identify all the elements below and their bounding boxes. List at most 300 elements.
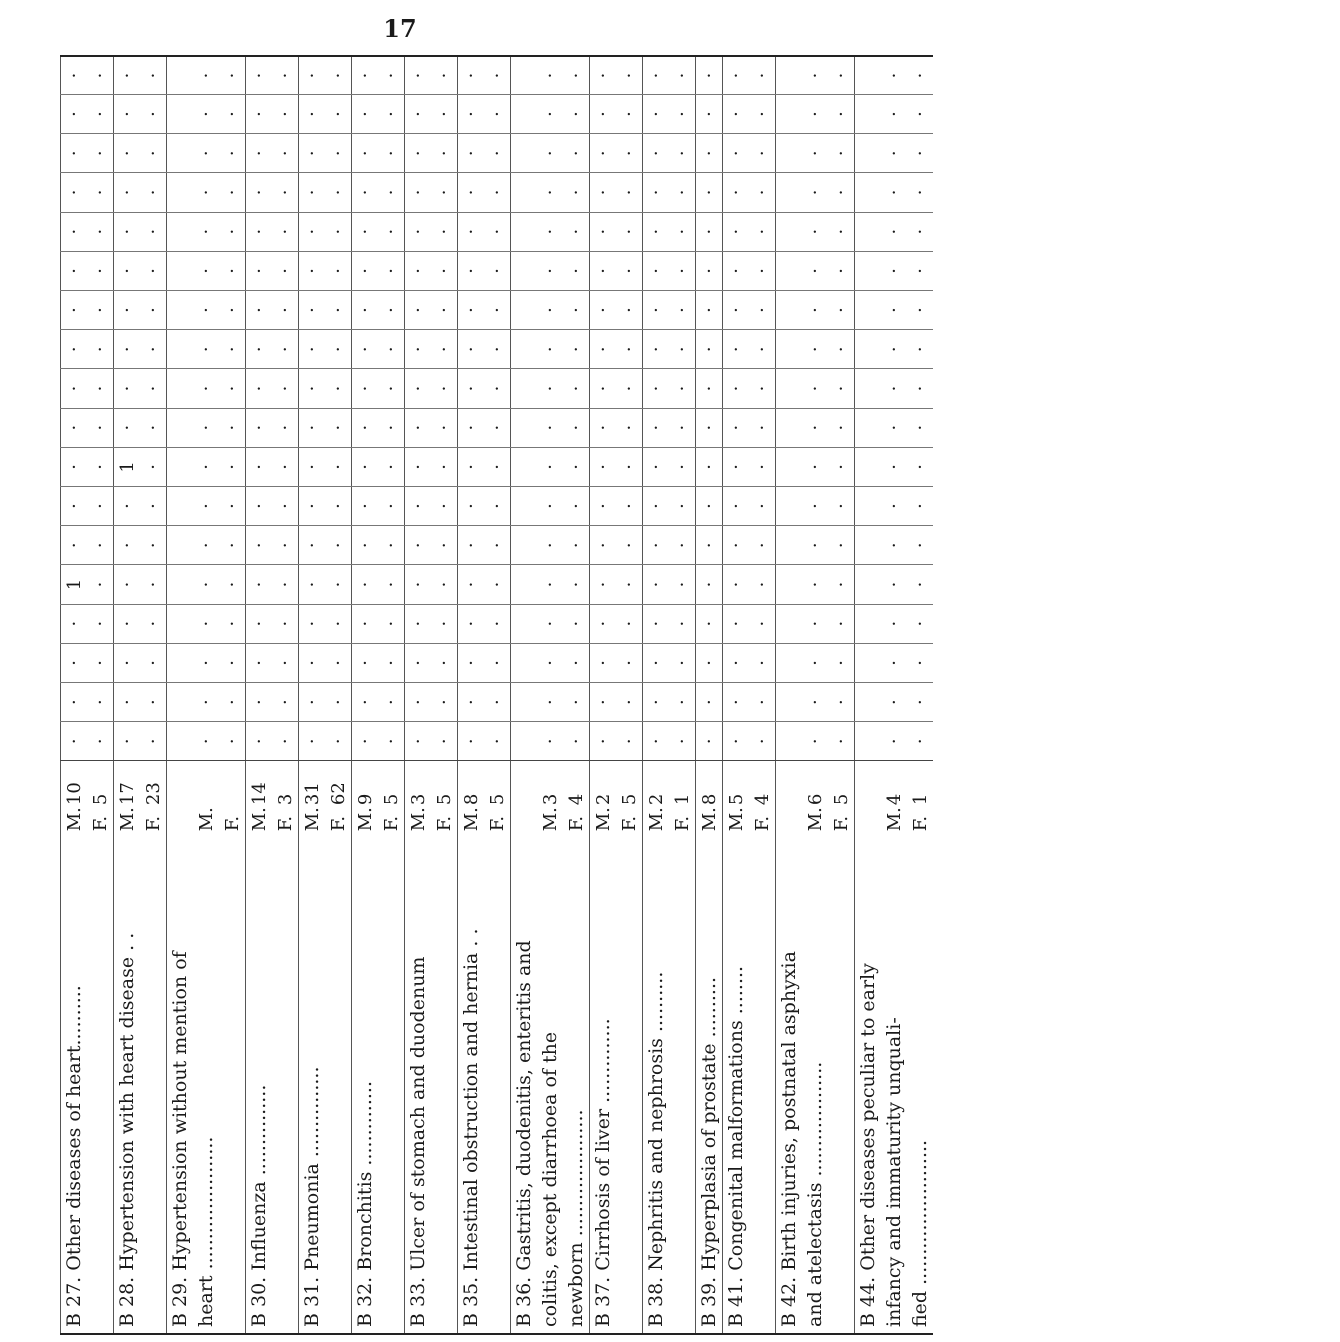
sex-label: M.: [804, 807, 826, 832]
value-cell: ·: [696, 604, 723, 643]
value-cell: [776, 604, 803, 643]
value-cell: ·: [590, 722, 617, 761]
value-cell: ·: [272, 682, 299, 721]
value-cell: [511, 526, 538, 565]
value-cell: ·: [61, 94, 88, 133]
value-cell: ·: [616, 682, 643, 721]
value-cell: [855, 94, 882, 133]
value-cell: ·: [828, 408, 855, 447]
value-cell: ·: [643, 408, 670, 447]
value-cell: ·: [352, 408, 379, 447]
value-cell: ·: [378, 643, 405, 682]
sex-label: F.: [221, 815, 243, 832]
value-cell: ·: [352, 134, 379, 173]
table-row: [299, 56, 326, 1334]
table-row: [616, 56, 643, 1334]
table-row: [537, 56, 563, 1334]
value-cell: ·: [616, 56, 643, 94]
value-cell: ·: [140, 604, 167, 643]
value-cell: ·: [61, 134, 88, 173]
total-cell: 62: [325, 761, 352, 805]
value-cell: ·: [563, 604, 590, 643]
value-cell: ·: [378, 369, 405, 408]
value-cell: ·: [378, 526, 405, 565]
table-row: [802, 56, 828, 1334]
value-cell: ·: [563, 682, 590, 721]
total-cell: 1: [907, 761, 933, 805]
value-cell: ·: [272, 604, 299, 643]
value-cell: ·: [193, 604, 219, 643]
sex-label: F.: [565, 815, 587, 832]
value-cell: ·: [219, 330, 246, 369]
value-cell: [167, 682, 194, 721]
sex-label: F.: [274, 815, 296, 832]
value-cell: ·: [246, 565, 273, 604]
sex-label: F.: [327, 815, 349, 832]
value-cell: ·: [87, 212, 114, 251]
value-cell: ·: [246, 290, 273, 329]
value-cell: ·: [352, 526, 379, 565]
value-cell: ·: [431, 408, 458, 447]
value-cell: ·: [643, 604, 670, 643]
value-cell: ·: [484, 290, 511, 329]
value-cell: ·: [325, 526, 352, 565]
value-cell: ·: [193, 212, 219, 251]
value-cell: ·: [907, 134, 933, 173]
value-cell: ·: [114, 643, 141, 682]
value-cell: ·: [590, 447, 617, 486]
value-cell: ·: [537, 173, 563, 212]
value-cell: ·: [325, 565, 352, 604]
value-cell: ·: [616, 486, 643, 525]
value-cell: ·: [881, 369, 907, 408]
value-cell: [776, 212, 803, 251]
value-cell: ·: [881, 722, 907, 761]
sex-label: M.: [114, 805, 141, 831]
total-cell: 2: [590, 761, 617, 805]
table-row: [643, 56, 670, 1334]
value-cell: ·: [723, 486, 750, 525]
table-row: [590, 56, 617, 1334]
table-row: [881, 56, 907, 1334]
value-cell: ·: [669, 486, 696, 525]
value-cell: ·: [696, 682, 723, 721]
table-row: [140, 56, 167, 1334]
value-cell: [855, 643, 882, 682]
value-cell: ·: [458, 369, 485, 408]
sex-label: [855, 805, 882, 831]
value-cell: ·: [61, 486, 88, 525]
sex-label: M.: [643, 805, 670, 831]
value-cell: ·: [590, 173, 617, 212]
value-cell: ·: [140, 526, 167, 565]
value-cell: ·: [696, 526, 723, 565]
value-cell: [776, 330, 803, 369]
value-cell: [776, 722, 803, 761]
value-cell: ·: [61, 643, 88, 682]
value-cell: ·: [563, 290, 590, 329]
value-cell: ·: [907, 565, 933, 604]
sex-label: M.: [458, 805, 485, 831]
table-row: [669, 56, 696, 1334]
value-cell: ·: [246, 447, 273, 486]
value-cell: [511, 682, 538, 721]
mortality-table: [60, 55, 933, 1335]
value-cell: ·: [616, 330, 643, 369]
value-cell: ·: [484, 369, 511, 408]
value-cell: ·: [219, 290, 246, 329]
value-cell: ·: [405, 212, 432, 251]
value-cell: [511, 212, 538, 251]
table-row: [272, 56, 299, 1334]
value-cell: ·: [590, 565, 617, 604]
cause-label: B 36. Gastritis, duodenitis, enteritis and: [511, 831, 538, 1334]
value-cell: [776, 486, 803, 525]
value-cell: ·: [405, 290, 432, 329]
value-cell: ·: [563, 447, 590, 486]
value-cell: [855, 330, 882, 369]
value-cell: ·: [484, 682, 511, 721]
cause-label: B 29. Hypertension without mention of: [167, 831, 194, 1334]
value-cell: ·: [669, 682, 696, 721]
value-cell: ·: [405, 604, 432, 643]
value-cell: ·: [643, 565, 670, 604]
value-cell: ·: [114, 290, 141, 329]
cause-label: [484, 831, 511, 1334]
sex-label: [776, 805, 803, 831]
value-cell: ·: [881, 212, 907, 251]
total-cell: 5: [87, 761, 114, 805]
cause-label: [325, 831, 352, 1334]
value-cell: ·: [907, 290, 933, 329]
value-cell: ·: [219, 682, 246, 721]
value-cell: ·: [749, 565, 776, 604]
value-cell: ·: [87, 330, 114, 369]
value-cell: ·: [616, 604, 643, 643]
value-cell: ·: [140, 251, 167, 290]
total-cell: 4: [749, 761, 776, 805]
value-cell: ·: [696, 173, 723, 212]
value-cell: ·: [219, 604, 246, 643]
value-cell: ·: [802, 330, 828, 369]
value-cell: ·: [484, 722, 511, 761]
value-cell: ·: [325, 369, 352, 408]
value-cell: ·: [431, 330, 458, 369]
value-cell: ·: [431, 526, 458, 565]
total-cell: 3: [405, 761, 432, 805]
value-cell: ·: [352, 56, 379, 94]
value-cell: ·: [114, 408, 141, 447]
value-cell: ·: [643, 682, 670, 721]
total-cell: 14: [246, 761, 273, 805]
value-cell: ·: [590, 369, 617, 408]
value-cell: ·: [616, 290, 643, 329]
value-cell: ·: [140, 565, 167, 604]
total-cell: [193, 761, 219, 805]
value-cell: ·: [61, 330, 88, 369]
value-cell: [167, 565, 194, 604]
value-cell: ·: [723, 56, 750, 94]
cause-label: B 35. Intestinal obstruction and hernia . .: [458, 831, 485, 1334]
value-cell: ·: [458, 134, 485, 173]
value-cell: ·: [114, 212, 141, 251]
value-cell: ·: [484, 408, 511, 447]
value-cell: ·: [643, 212, 670, 251]
value-cell: ·: [378, 56, 405, 94]
value-cell: ·: [881, 251, 907, 290]
value-cell: ·: [299, 56, 326, 94]
sex-label: F.: [671, 815, 693, 832]
value-cell: ·: [616, 134, 643, 173]
value-cell: ·: [458, 290, 485, 329]
value-cell: ·: [405, 369, 432, 408]
value-cell: ·: [590, 526, 617, 565]
value-cell: ·: [219, 722, 246, 761]
value-cell: ·: [590, 408, 617, 447]
total-cell: 1: [669, 761, 696, 805]
value-cell: ·: [193, 408, 219, 447]
table-rotator: [60, 55, 931, 1335]
total-cell: 2: [643, 761, 670, 805]
cause-label: [749, 831, 776, 1334]
value-cell: ·: [590, 251, 617, 290]
value-cell: ·: [431, 173, 458, 212]
value-cell: [167, 604, 194, 643]
value-cell: ·: [61, 212, 88, 251]
value-cell: ·: [696, 290, 723, 329]
value-cell: ·: [299, 526, 326, 565]
table-row: [378, 56, 405, 1334]
value-cell: ·: [828, 94, 855, 133]
value-cell: ·: [563, 408, 590, 447]
value-cell: ·: [325, 486, 352, 525]
value-cell: ·: [590, 643, 617, 682]
value-cell: ·: [458, 526, 485, 565]
value-cell: ·: [405, 56, 432, 94]
cause-label: heart ......................: [193, 831, 219, 1334]
value-cell: ·: [537, 604, 563, 643]
value-cell: [511, 486, 538, 525]
value-cell: ·: [643, 290, 670, 329]
value-cell: ·: [881, 330, 907, 369]
sex-label: [167, 805, 194, 831]
value-cell: ·: [61, 722, 88, 761]
total-cell: 5: [378, 761, 405, 805]
value-cell: ·: [246, 212, 273, 251]
value-cell: ·: [723, 212, 750, 251]
value-cell: [776, 251, 803, 290]
table-row: [219, 56, 246, 1334]
value-cell: ·: [378, 134, 405, 173]
value-cell: ·: [246, 173, 273, 212]
value-cell: ·: [352, 447, 379, 486]
value-cell: ·: [272, 408, 299, 447]
value-cell: ·: [723, 526, 750, 565]
total-cell: [511, 761, 538, 805]
value-cell: ·: [114, 330, 141, 369]
sex-label: M.: [723, 805, 750, 831]
value-cell: [855, 526, 882, 565]
value-cell: ·: [87, 290, 114, 329]
value-cell: ·: [140, 682, 167, 721]
table-row: [855, 56, 882, 1334]
sex-label: M.: [883, 807, 905, 832]
value-cell: ·: [907, 369, 933, 408]
value-cell: ·: [590, 212, 617, 251]
value-cell: ·: [246, 330, 273, 369]
value-cell: ·: [802, 565, 828, 604]
value-cell: ·: [431, 604, 458, 643]
value-cell: ·: [114, 94, 141, 133]
value-cell: ·: [114, 526, 141, 565]
value-cell: ·: [669, 604, 696, 643]
value-cell: ·: [828, 447, 855, 486]
value-cell: ·: [669, 134, 696, 173]
total-cell: 4: [563, 761, 590, 805]
value-cell: ·: [405, 526, 432, 565]
value-cell: ·: [749, 173, 776, 212]
value-cell: ·: [431, 369, 458, 408]
value-cell: [855, 722, 882, 761]
value-cell: ·: [802, 290, 828, 329]
value-cell: ·: [749, 643, 776, 682]
value-cell: ·: [828, 369, 855, 408]
value-cell: [511, 722, 538, 761]
value-cell: ·: [616, 565, 643, 604]
value-cell: ·: [907, 643, 933, 682]
cause-label: B 31. Pneumonia ...............: [299, 831, 326, 1334]
value-cell: ·: [299, 173, 326, 212]
table-row: [114, 56, 141, 1334]
value-cell: ·: [352, 486, 379, 525]
value-cell: ·: [458, 408, 485, 447]
value-cell: ·: [219, 408, 246, 447]
value-cell: ·: [219, 369, 246, 408]
table-row: [431, 56, 458, 1334]
value-cell: ·: [246, 408, 273, 447]
value-cell: ·: [431, 722, 458, 761]
total-cell: 5: [484, 761, 511, 805]
cause-label: B 42. Birth injuries, postnatal asphyxia: [776, 831, 803, 1334]
value-cell: ·: [325, 447, 352, 486]
value-cell: ·: [749, 447, 776, 486]
table-row: [246, 56, 273, 1334]
value-cell: ·: [643, 134, 670, 173]
total-cell: 5: [723, 761, 750, 805]
cause-label: [219, 831, 246, 1334]
value-cell: ·: [193, 94, 219, 133]
value-cell: ·: [881, 94, 907, 133]
value-cell: ·: [881, 56, 907, 94]
value-cell: ·: [246, 369, 273, 408]
value-cell: ·: [352, 251, 379, 290]
value-cell: [776, 369, 803, 408]
value-cell: ·: [669, 330, 696, 369]
value-cell: ·: [907, 408, 933, 447]
value-cell: ·: [616, 526, 643, 565]
value-cell: ·: [537, 330, 563, 369]
value-cell: ·: [563, 643, 590, 682]
value-cell: ·: [114, 565, 141, 604]
value-cell: ·: [140, 643, 167, 682]
value-cell: ·: [219, 526, 246, 565]
total-cell: 9: [352, 761, 379, 805]
value-cell: ·: [723, 722, 750, 761]
value-cell: ·: [246, 643, 273, 682]
value-cell: ·: [881, 134, 907, 173]
value-cell: ·: [458, 251, 485, 290]
value-cell: ·: [458, 682, 485, 721]
value-cell: [855, 408, 882, 447]
value-cell: ·: [802, 604, 828, 643]
value-cell: ·: [325, 134, 352, 173]
value-cell: ·: [272, 94, 299, 133]
value-cell: [167, 486, 194, 525]
value-cell: ·: [140, 447, 167, 486]
value-cell: ·: [828, 212, 855, 251]
value-cell: ·: [563, 134, 590, 173]
value-cell: ·: [484, 447, 511, 486]
cause-label: B 33. Ulcer of stomach and duodenum: [405, 831, 432, 1334]
total-cell: 5: [431, 761, 458, 805]
sex-label: F.: [830, 815, 852, 832]
value-cell: [167, 251, 194, 290]
value-cell: ·: [881, 643, 907, 682]
value-cell: ·: [193, 290, 219, 329]
sex-label: M.: [590, 805, 617, 831]
sex-label: F.: [142, 815, 164, 832]
value-cell: ·: [299, 643, 326, 682]
cause-label: B 38. Nephritis and nephrosis ..........: [643, 831, 670, 1334]
value-cell: [855, 290, 882, 329]
sex-label: F.: [909, 815, 931, 832]
table-row: [723, 56, 750, 1334]
value-cell: ·: [272, 56, 299, 94]
sex-label: M.: [61, 805, 88, 831]
value-cell: ·: [907, 330, 933, 369]
value-cell: ·: [114, 369, 141, 408]
value-cell: ·: [140, 330, 167, 369]
value-cell: ·: [616, 94, 643, 133]
value-cell: [776, 643, 803, 682]
value-cell: ·: [537, 212, 563, 251]
value-cell: [855, 56, 882, 94]
value-cell: ·: [723, 604, 750, 643]
value-cell: ·: [590, 134, 617, 173]
cause-label: infancy and immaturity unquali-: [881, 831, 907, 1334]
value-cell: [167, 408, 194, 447]
value-cell: ·: [272, 369, 299, 408]
value-cell: ·: [140, 290, 167, 329]
value-cell: ·: [563, 722, 590, 761]
value-cell: [855, 212, 882, 251]
value-cell: ·: [563, 173, 590, 212]
sex-label: M.: [405, 805, 432, 831]
value-cell: ·: [352, 643, 379, 682]
value-cell: ·: [537, 526, 563, 565]
value-cell: ·: [907, 722, 933, 761]
value-cell: ·: [431, 565, 458, 604]
value-cell: ·: [272, 173, 299, 212]
value-cell: ·: [616, 369, 643, 408]
value-cell: ·: [378, 94, 405, 133]
value-cell: 1: [114, 447, 141, 486]
value-cell: ·: [458, 604, 485, 643]
value-cell: ·: [563, 369, 590, 408]
value-cell: ·: [299, 447, 326, 486]
value-cell: ·: [881, 682, 907, 721]
value-cell: ·: [881, 486, 907, 525]
